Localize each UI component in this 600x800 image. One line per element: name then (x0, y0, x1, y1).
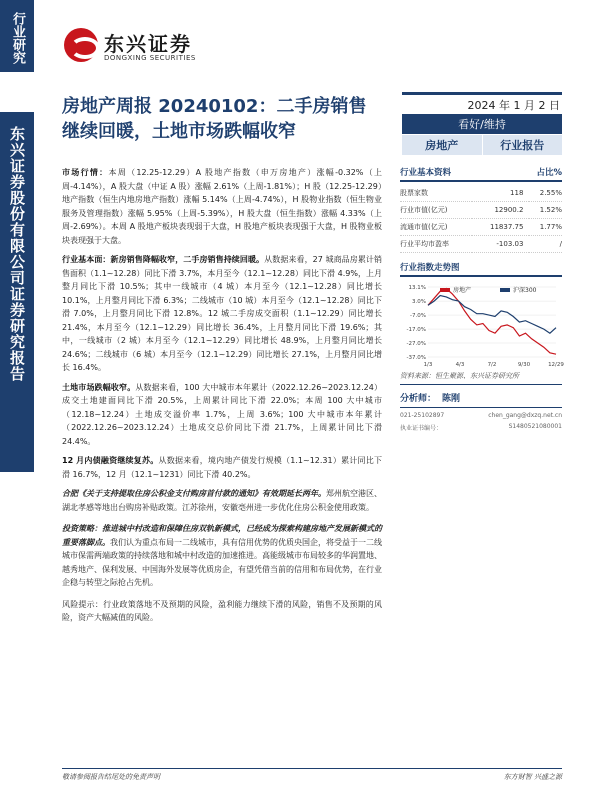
paragraph-policy (62, 487, 382, 514)
paragraph-text: 郑州航空港区、湖北孝感等地出台购房补贴政策。江苏徐州，安徽亳州进一步优化住房公积金使用政策。 (62, 489, 382, 512)
x-tick-label: 9/30 (517, 362, 531, 368)
y-tick-label: -7.0% (410, 313, 426, 320)
analyst-cert (400, 423, 562, 432)
paragraph-market (62, 166, 382, 247)
paragraph-heading: 行业基本面：新房销售降幅收窄，二手房销售持续回暖。 (62, 255, 265, 264)
sidebar-company-label: 东兴证券股份有限公司证券研究报告 (0, 112, 34, 472)
report-body (62, 166, 382, 631)
paragraph-text: 从数据来看，27 城商品房累计销售面积（1.1~12.28）同比下滑 3.7%，本月至今（12.1~12.28）同比下滑 4.9%，上月整月同比下滑 10.5%；其中一线城市（4 城）本月至今（12.1~12.28）同比增长 10.1%，上月整月同比下滑 6.3%；二线城市（10 城）本月至今（12.1~12.28）同比下滑 7.0%，上月整月同比下滑 12.8%。12 城二手房成交面积（1.1~12.29）同比增长 21.4%，本月至今（12.1~12.29）同比增长 36.4%，上月整月同比下滑 19.6%；其中，一线城市（2 城）本月至今（12.1~12.29）同比增长 48.9%，上月整月同比增长 24.6%；二线城市（6 城）本月至今（12.1~12.29）同比增长 27.1%，上月整月同比增长 16.4%。 (62, 255, 382, 372)
paragraph-land (62, 381, 382, 449)
index-line-chart (400, 281, 562, 369)
paragraph-text: 从数据来看，境内地产债发行规模（1.1~12.31）累计同比下滑 16.7%，12 月（12.1~1231）同比下滑 40.2%。 (62, 456, 383, 479)
chart-header (400, 261, 562, 277)
paragraph-text: 我们认为重点布局一二线城市，具有信用优势的优质央国企，将受益于一二线城市保需两端政策的持续落地和城中村改造的加速推进。高能级城市布局较多的华润置地、越秀地产、保利发展、中国海外发展等优质房企，有望凭借当前的信用和布局优势，在行业企稳与转型之际抢占先机。 (62, 537, 382, 587)
report-type: 行业报告 (482, 135, 563, 155)
report-industry: 房地产 (402, 135, 482, 155)
paragraph-heading: 风险提示： (62, 599, 104, 609)
analyst-cert-label: 执业证书编号： (400, 425, 443, 432)
y-tick-label: 3.0% (412, 299, 426, 306)
paragraph-risk (62, 598, 382, 625)
report-title: 房地产周报 20240102：二手房销售继续回暖，土地市场跌幅收窄 (62, 96, 367, 142)
chart-source: 资料来源：恒生聚源、东兴证券研究所 (400, 371, 562, 385)
legend-label: 沪深300 (513, 287, 537, 294)
paragraph-fundamentals (62, 253, 382, 375)
analyst-cert-no: S1480521080001 (508, 423, 562, 430)
paragraph-heading: 合肥《关于支持提取住房公积金支付购房首付款的通知》有效期延长两年。 (62, 489, 326, 498)
paragraph-heading: 市场行情： (62, 168, 109, 177)
analyst-name: 陈刚 (442, 394, 461, 404)
paragraph-heading: 土地市场跌幅收窄。 (62, 382, 136, 392)
right-column (400, 166, 562, 432)
y-tick-label: 13.1% (408, 285, 426, 291)
paragraph-strategy (62, 522, 382, 590)
analyst-phone: 021-25102897 (400, 412, 445, 419)
x-tick-label: 7/2 (487, 362, 497, 368)
basic-data-pct-heading: 占比% (536, 168, 562, 178)
report-date: 2024 年 1 月 2 日 (467, 99, 560, 112)
index-chart-section (400, 261, 562, 385)
table-row: 流通市值(亿元) 11837.75 1.77% (400, 219, 562, 236)
x-tick-label: 1/3 (423, 362, 433, 368)
logo-name-en: DONGXING SECURITIES (104, 54, 196, 62)
report-meta (402, 92, 562, 155)
series-line-0 (428, 289, 556, 355)
legend-swatch (440, 288, 450, 292)
table-row: 行业平均市盈率 -103.03 / (400, 236, 562, 253)
report-rating: 看好/维持 (402, 114, 562, 135)
y-tick-label: -27.0% (406, 341, 426, 348)
footer-slogan: 东方财智 兴盛之源 (503, 773, 562, 781)
sidebar (0, 0, 34, 800)
y-tick-label: -17.0% (406, 327, 426, 334)
paragraph-text: 行业政策落地不及预期的风险，盈利能力继续下滑的风险，销售不及预期的风险，资产大幅减值的风险。 (62, 599, 383, 622)
sidebar-category: 行业研究 (0, 0, 34, 72)
logo-name-cn: 东兴证券 (104, 32, 192, 56)
legend-swatch (500, 288, 510, 292)
footer-divider (62, 768, 562, 769)
paragraph-text: 从数据来看，100 大中城市本年累计（2022.12.26~2023.12.24）成交土地建面同比下滑 20.5%，上周累计同比下滑 22.0%；本周 100 大中城市（12.18~12.24）土地成交溢价率 1.7%，上周 3.6%；100 大中城市本年累计（2022.12.26~2023.12.24）土地成交总价同比下滑 21.7%，上周累计同比下滑 24.4%。 (62, 382, 383, 446)
company-logo (64, 26, 214, 70)
legend-label: 房地产 (453, 287, 472, 294)
analyst-header (400, 391, 562, 408)
x-tick-label: 12/29 (548, 362, 564, 368)
chart-heading: 行业指数走势图 (400, 263, 460, 273)
paragraph-heading: 12 月内债融资继续复苏。 (62, 456, 159, 465)
basic-data-header (400, 166, 562, 182)
paragraph-heading: 投资策略：推进城中村改造和保障住房双轨新模式，已经成为探索构建房地产发展新模式的重要落脚点。 (62, 524, 382, 547)
table-row: 股票家数 118 2.55% (400, 185, 562, 202)
footer-disclaimer: 敬请参阅报告结尾处的免责声明 (62, 773, 160, 781)
logo-mark-icon (64, 28, 98, 62)
analyst-email[interactable]: chen_gang@dxzq.net.cn (488, 412, 562, 419)
paragraph-financing (62, 454, 382, 481)
analyst-contact (400, 412, 562, 419)
basic-data-table (400, 185, 562, 253)
x-tick-label: 4/3 (455, 362, 465, 368)
basic-data-heading: 行业基本资料 (400, 168, 452, 178)
table-row: 行业市值(亿元) 12900.2 1.52% (400, 202, 562, 219)
y-tick-label: -37.0% (406, 355, 426, 361)
analyst-heading: 分析师： (400, 394, 437, 404)
paragraph-text: 本周（12.25-12.29）A 股地产指数（申万房地产）涨幅-0.32%（上周-4.14%），A 股大盘（中证 A 股）涨幅 2.61%（上周-1.81%）；H 股（12.25-12.29）地产指数（恒生内地房地产指数）涨幅 5.14%（上周-4.74%），H 股物业指数（恒生物业服务及管理指数）涨幅 5.95%（上周-5.39%），H 股大盘（恒生指数）涨幅 4.33%（上周-2.69%）。本周 A 股地产板块表现弱于大盘，H 股地产板块表现强于大盘，H 股物业板块表现强于大盘。 (62, 168, 382, 245)
